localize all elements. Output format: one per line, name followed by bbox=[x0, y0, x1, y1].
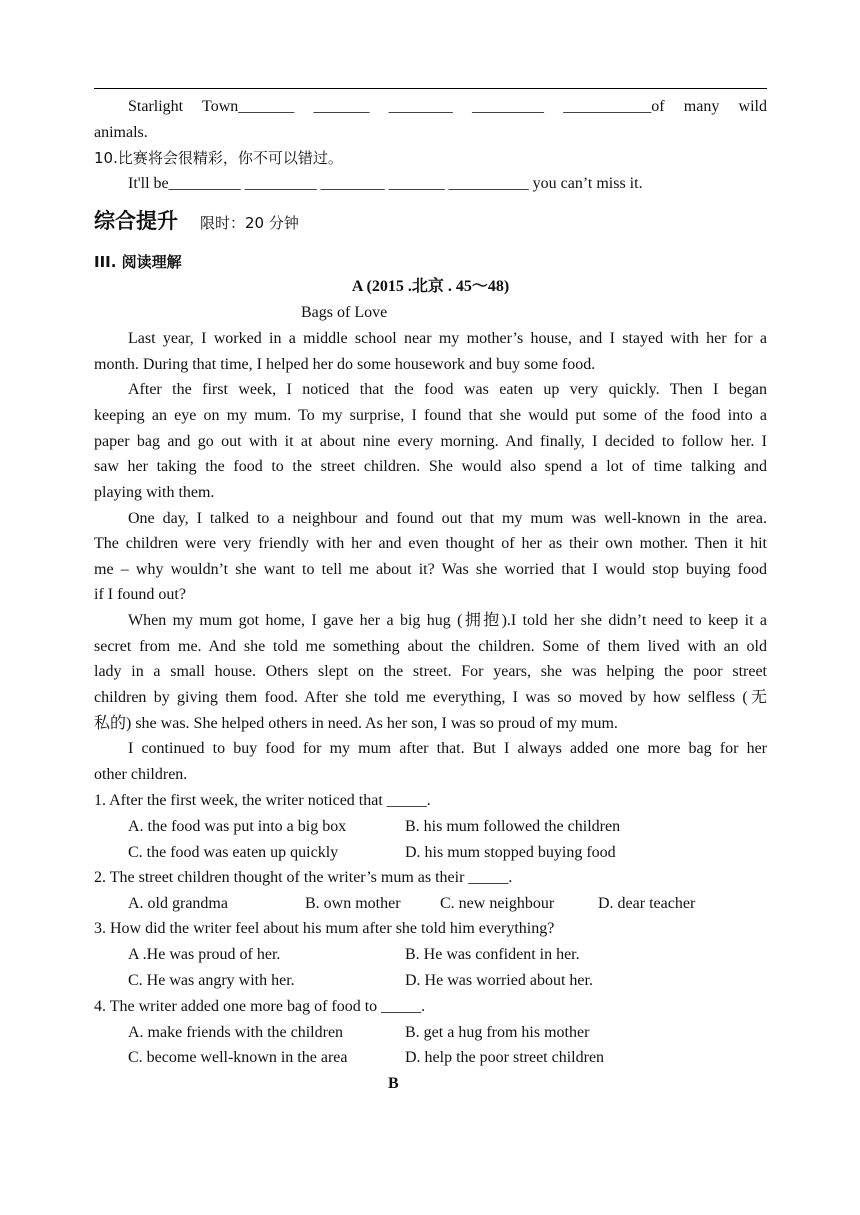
passage-line: Last year, I worked in a middle school near my mother’s house, and I stayed with her for a bbox=[128, 330, 767, 347]
header-rule bbox=[94, 88, 767, 89]
option-a: A. old grandma bbox=[128, 895, 228, 912]
option-a: A. make friends with the children bbox=[128, 1024, 344, 1041]
option-b: B. his mum followed the children bbox=[405, 818, 621, 835]
option-d: D. help the poor street children bbox=[405, 1049, 605, 1066]
question-stem: 3. How did the writer feel about his mum after she told him everything? bbox=[94, 920, 555, 937]
translation-answer-line-10: It'll be_________ _________ ________ _______ __________ you can’t miss it. bbox=[128, 175, 643, 192]
passage-line: me – why wouldn’t she want to tell me about it? Was she worried that I would stop buying food bbox=[94, 561, 767, 578]
passage-line: other children. bbox=[94, 766, 188, 783]
passage-line: After the first week, I noticed that the food was eaten up very quickly. Then I began bbox=[128, 381, 767, 398]
option-d: D. dear teacher bbox=[598, 895, 696, 912]
passage-line: secret from me. And she told me something about the children. Some of them lived with an old bbox=[94, 638, 767, 655]
option-b: B. get a hug from his mother bbox=[405, 1024, 590, 1041]
option-c: C. the food was eaten up quickly bbox=[128, 844, 339, 861]
passage-line: playing with them. bbox=[94, 484, 215, 501]
option-b: B. He was confident in her. bbox=[405, 946, 580, 963]
passage-line: lady in a small house. Others slept on the street. For years, she was helping the poor street bbox=[94, 663, 767, 680]
option-a: A .He was proud of her. bbox=[128, 946, 281, 963]
passage-a-title: Bags of Love bbox=[301, 304, 388, 321]
option-c: C. He was angry with her. bbox=[128, 972, 295, 989]
question-stem: 2. The street children thought of the writer’s mum as their _____. bbox=[94, 869, 513, 886]
option-d: D. He was worried about her. bbox=[405, 972, 593, 989]
translation-answer-line-cont: animals. bbox=[94, 124, 148, 141]
section-title: 综合提升 bbox=[94, 209, 178, 233]
passage-line: 私的) she was. She helped others in need. As her son, I was so proud of my mum. bbox=[94, 715, 618, 732]
passage-line: month. During that time, I helped her do some housework and buy some food. bbox=[94, 356, 596, 373]
translation-answer-line: Starlight Town_______ _______ ________ _________ ___________of many wild bbox=[128, 98, 767, 115]
passage-line: The children were very friendly with her and even thought of her as their own mother. Then it hit bbox=[94, 535, 767, 552]
option-c: C. become well-known in the area bbox=[128, 1049, 348, 1066]
passage-line: One day, I talked to a neighbour and found out that my mum was well-known in the area. bbox=[128, 510, 767, 527]
translation-question-10: 10.比赛将会很精彩，你不可以错过。 bbox=[94, 149, 343, 167]
passage-line: if I found out? bbox=[94, 586, 186, 603]
question-stem: 4. The writer added one more bag of food to _____. bbox=[94, 998, 426, 1015]
question-stem: 1. After the first week, the writer noticed that _____. bbox=[94, 792, 431, 809]
passage-line: I continued to buy food for my mum after that. But I always added one more bag for her bbox=[128, 740, 767, 757]
option-a: A. the food was put into a big box bbox=[128, 818, 347, 835]
time-limit: 限时：20 分钟 bbox=[200, 214, 299, 232]
passage-line: keeping an eye on my mum. To my surprise, I found that she would put some of the food into a bbox=[94, 407, 767, 424]
passage-line: paper bag and go out with it at about nine every morning. And finally, I decided to follow her. I bbox=[94, 433, 767, 450]
passage-line: saw her taking the food to the street children. She would also spend a lot of time talking and bbox=[94, 458, 767, 475]
section-heading bbox=[94, 208, 767, 236]
passage-a-source: A (2015 .北京 . 45～48) bbox=[351, 278, 510, 295]
option-b: B. own mother bbox=[305, 895, 401, 912]
passage-b-label: B bbox=[388, 1075, 399, 1092]
option-c: C. new neighbour bbox=[440, 895, 555, 912]
option-d: D. his mum stopped buying food bbox=[405, 844, 616, 861]
passage-line: When my mum got home, I gave her a big hug (拥抱).I told her she didn’t need to keep it a bbox=[128, 612, 767, 629]
part-title: III. 阅读理解 bbox=[94, 253, 182, 271]
passage-line: children by giving them food. After she told me everything, I was so moved by how selfless (无 bbox=[94, 689, 767, 706]
